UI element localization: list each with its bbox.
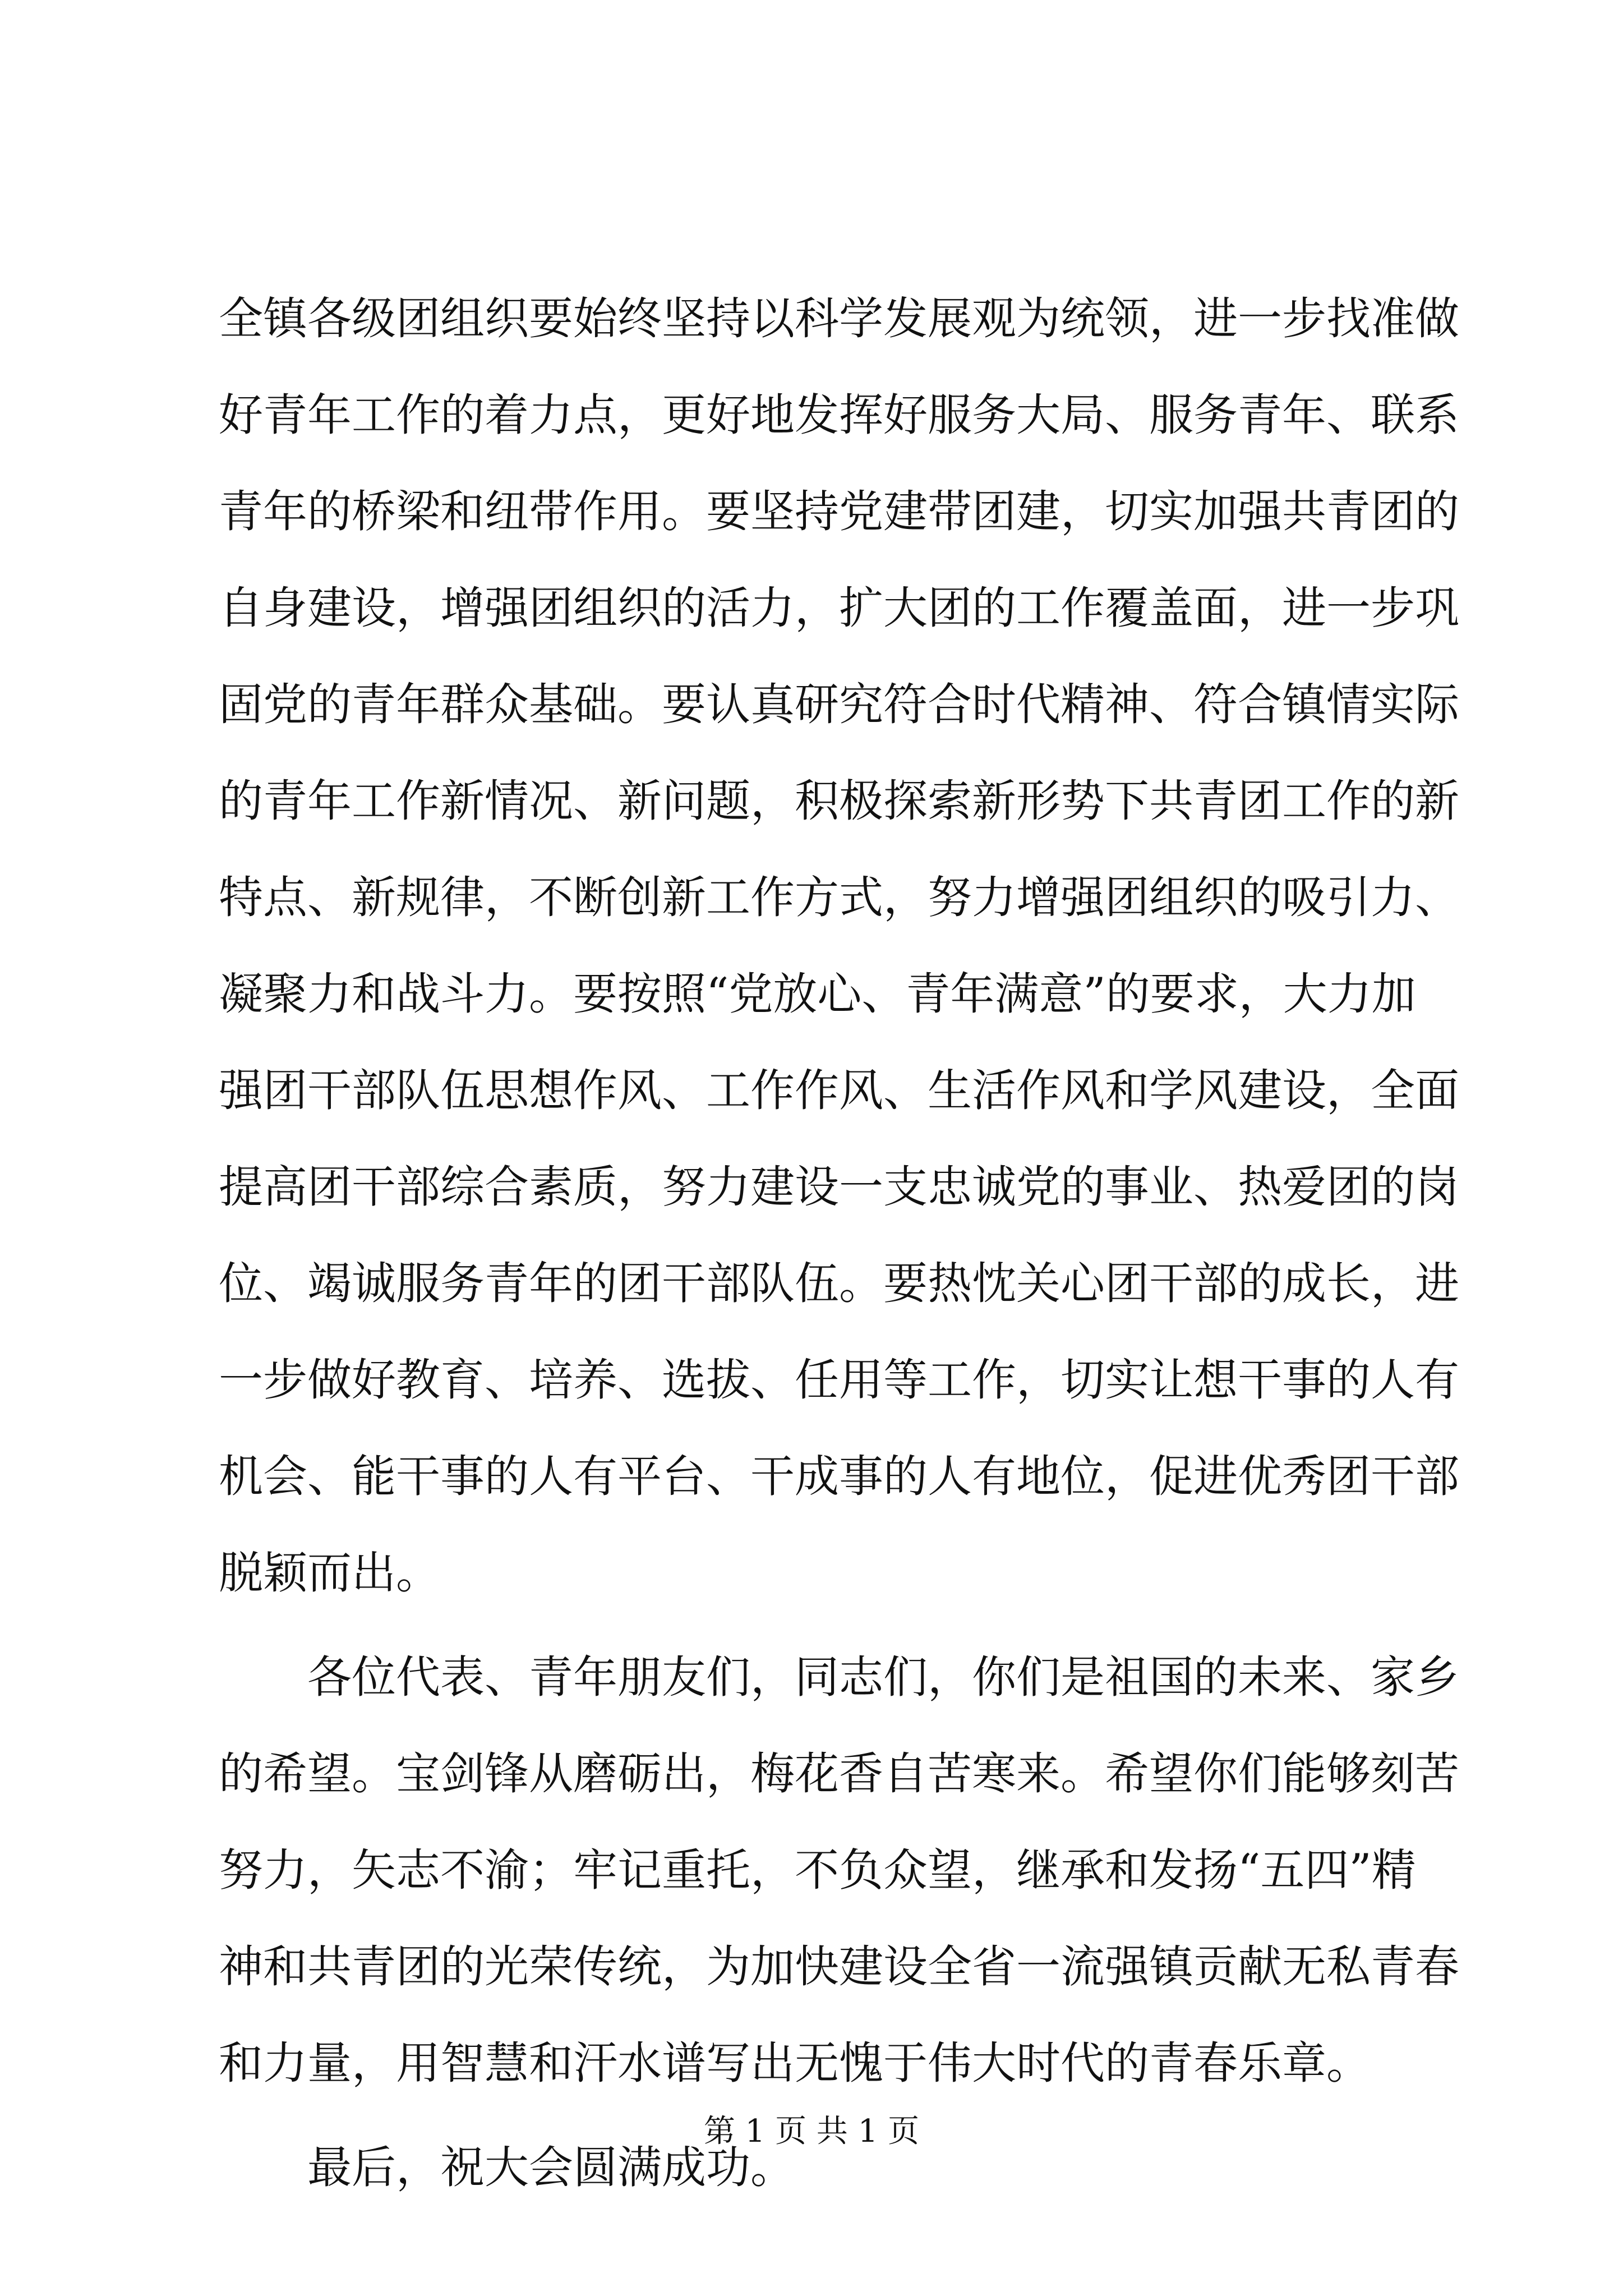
text-line: 位、竭诚服务青年的团干部队伍。要热忱关心团干部的成长，进 [219,1258,1459,1309]
text-line: 的希望。宝剑锋从磨砺出，梅花香自苦寒来。希望你们能够刻苦 [219,1748,1459,1800]
text-line: 神和共青团的光荣传统，为加快建设全省一流强镇贡献无私青春 [219,1941,1459,1993]
paragraph-2 [219,1629,1459,2111]
text-line: 一步做好教育、培养、选拔、任用等工作，切实让想干事的人有 [219,1354,1459,1406]
text-line: 特点、新规律，不断创新工作方式，努力增强团组织的吸引力、 [219,872,1459,923]
text-line: 全镇各级团组织要始终坚持以科学发展观为统领，进一步找准做 [219,293,1459,344]
text-line: 机会、能干事的人有平台、干成事的人有地位，促进优秀团干部 [219,1451,1459,1502]
text-line: 固党的青年群众基础。要认真研究符合时代精神、符合镇情实际 [219,679,1459,730]
paragraph-spacer [219,1621,1413,1629]
text-line: 最后，祝大会圆满成功。 [307,2142,795,2193]
text-line: 青年的桥梁和纽带作用。要坚持党建带团建，切实加强共青团的 [219,486,1459,537]
text-line: 凝聚力和战斗力。要按照“党放心、青年满意”的要求，大力加 [219,968,1416,1020]
text-line: 好青年工作的着力点，更好地发挥好服务大局、服务青年、联系 [219,389,1459,441]
text-line: 强团干部队伍思想作风、工作作风、生活作风和学风建设，全面 [219,1065,1459,1116]
text-line: 自身建设，增强团组织的活力，扩大团的工作覆盖面，进一步巩 [219,582,1459,634]
paragraph-1 [219,270,1459,1621]
text-line: 提高团干部综合素质，努力建设一支忠诚党的事业、热爱团的岗 [219,1161,1459,1213]
text-line: 脱颖而出。 [219,1547,440,1599]
text-line: 和力量，用智慧和汗水谱写出无愧于伟大时代的青春乐章。 [219,2037,1371,2089]
page-number-footer: 第 1 页 共 1 页 [703,2113,920,2150]
text-line: 各位代表、青年朋友们，同志们，你们是祖国的未来、家乡 [307,1651,1459,1703]
text-line: 的青年工作新情况、新问题，积极探索新形势下共青团工作的新 [219,775,1459,827]
text-line: 努力，矢志不渝；牢记重托，不负众望，继承和发扬“五四”精 [219,1844,1416,1896]
document-body [219,270,1459,2216]
